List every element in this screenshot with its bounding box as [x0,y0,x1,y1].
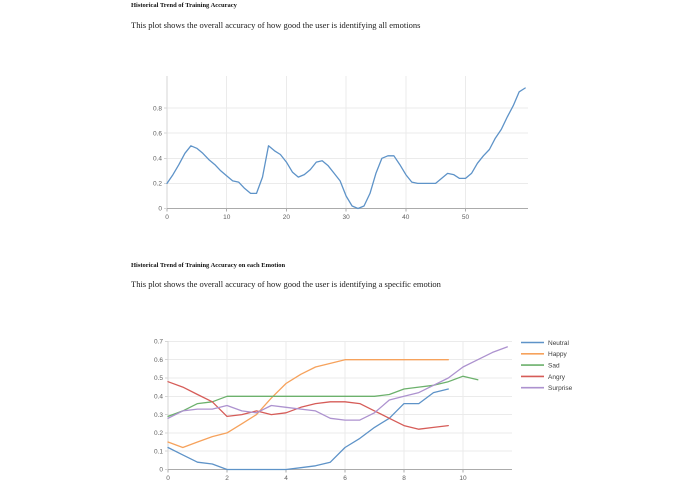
x-tick-label: 0 [165,214,169,221]
y-tick-label: 0.4 [152,155,162,163]
x-tick-label: 50 [461,214,470,221]
x-tick-label: 4 [284,475,288,482]
legend-label: Happy [548,351,567,359]
y-tick-label: 0.4 [153,393,163,401]
chart-canvas [130,330,590,492]
x-tick-label: 10 [459,475,467,482]
legend-label: Surprise [548,385,573,393]
emotion-accuracy-line-chart [130,330,590,492]
legend-label: Neutral [548,339,569,347]
overall-accuracy-line-chart [130,70,550,228]
y-tick-label: 0.3 [153,411,163,419]
legend-label: Angry [548,373,565,381]
legend-item-surprise [521,385,573,392]
legend-item-neutral [521,340,570,347]
section-title-overall-accuracy: Historical Trend of Training Accuracy [131,2,237,9]
legend-item-sad [521,363,560,370]
legend-item-angry [521,374,566,381]
x-tick-label: 30 [342,214,350,221]
x-tick-label: 2 [225,475,229,482]
x-tick-label: 10 [223,214,231,221]
legend-item-happy [521,351,568,358]
section-subtitle-overall-accuracy: This plot shows the overall accuracy of how good the user is identifying all emotions [131,20,421,30]
chart-canvas [130,70,550,228]
x-tick-label: 8 [402,475,406,482]
y-tick-label: 0 [158,205,162,213]
y-tick-label: 0 [159,466,163,474]
y-tick-label: 0.6 [153,356,163,364]
x-tick-label: 40 [402,214,410,221]
y-tick-label: 0.2 [152,180,162,188]
y-tick-label: 0.5 [153,375,163,383]
legend-label: Sad [548,362,560,370]
section-title-emotion-accuracy: Historical Trend of Training Accuracy on each Emotion [131,262,286,269]
y-tick-label: 0.7 [153,338,163,346]
x-tick-label: 0 [166,475,170,482]
x-tick-label: 20 [282,214,291,221]
section-subtitle-emotion-accuracy: This plot shows the overall accuracy of how good the user is identifying a specific emotion [131,279,441,289]
y-tick-label: 0.8 [152,105,162,113]
x-tick-label: 6 [343,475,347,482]
y-tick-label: 0.1 [153,448,163,456]
y-tick-label: 0.2 [153,430,163,438]
y-tick-label: 0.6 [152,130,162,138]
